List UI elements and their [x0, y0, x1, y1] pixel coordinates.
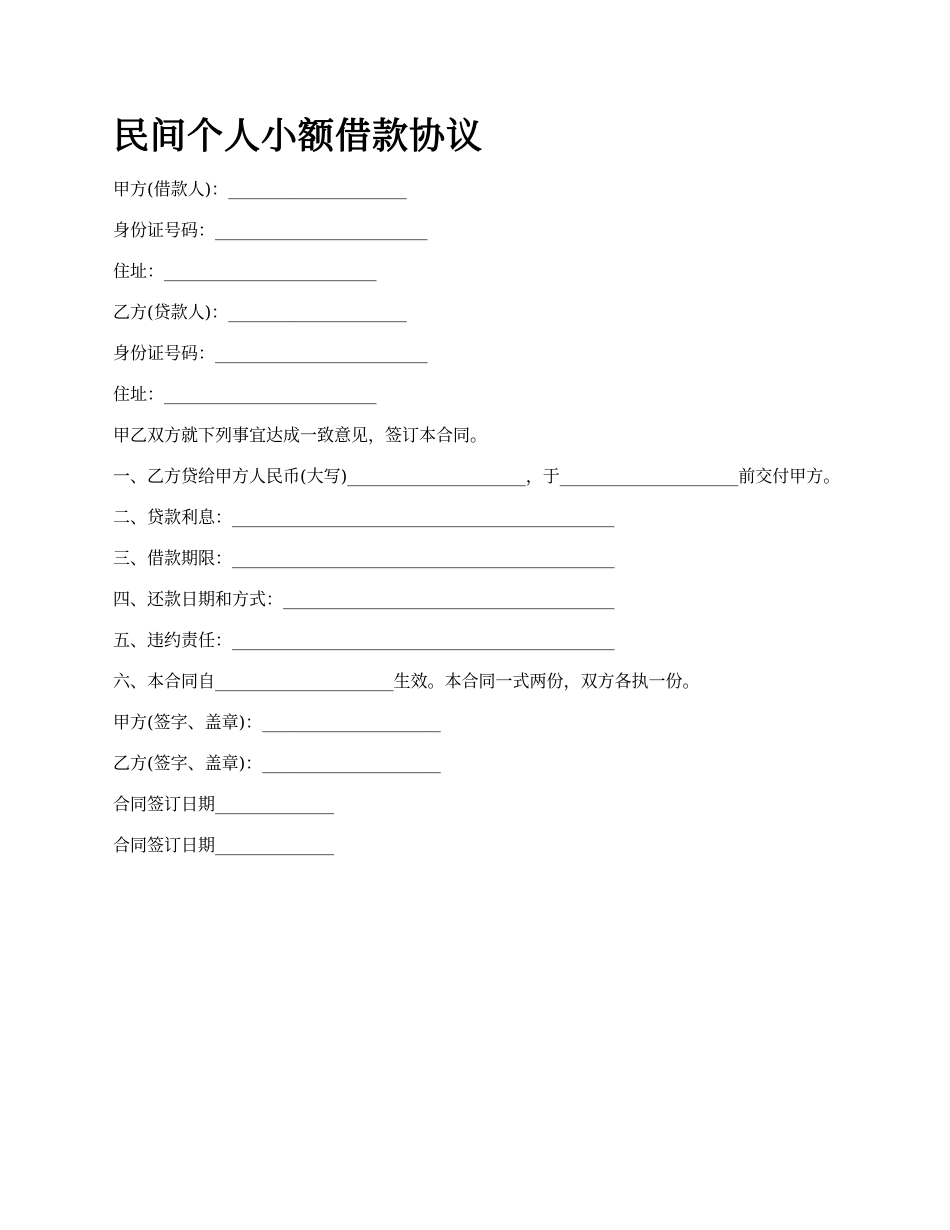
signing-date-2: 合同签订日期______________ — [113, 836, 334, 856]
clause-1-loan-amount: 一、乙方贷给甲方人民币(大写)_____________________，于_____________________前交付甲方。 — [113, 467, 841, 487]
clause-3-term: 三、借款期限：_____________________________________________ — [113, 549, 615, 569]
borrower-name-line: 甲方(借款人)：_____________________ — [113, 180, 407, 200]
lender-address-line: 住址：_________________________ — [113, 385, 377, 405]
document-title: 民间个人小额借款协议 — [113, 115, 484, 157]
lender-id-line: 身份证号码：_________________________ — [113, 344, 428, 364]
party-a-signature: 甲方(签字、盖章)：_____________________ — [113, 713, 441, 733]
clause-4-repayment: 四、还款日期和方式：_______________________________________ — [113, 590, 615, 610]
agreement-intro: 甲乙双方就下列事宜达成一致意见，签订本合同。 — [113, 426, 487, 446]
borrower-address-line: 住址：_________________________ — [113, 262, 377, 282]
party-b-signature: 乙方(签字、盖章)：_____________________ — [113, 754, 441, 774]
borrower-id-line: 身份证号码：_________________________ — [113, 221, 428, 241]
clause-6-effective: 六、本合同自_____________________生效。本合同一式两份，双方各执一份。 — [113, 672, 700, 692]
clause-2-interest: 二、贷款利息：_____________________________________________ — [113, 508, 615, 528]
document-page — [113, 112, 843, 877]
signing-date-1: 合同签订日期______________ — [113, 795, 334, 815]
lender-name-line: 乙方(贷款人)：_____________________ — [113, 303, 407, 323]
clause-5-liability: 五、违约责任：_____________________________________________ — [113, 631, 615, 651]
